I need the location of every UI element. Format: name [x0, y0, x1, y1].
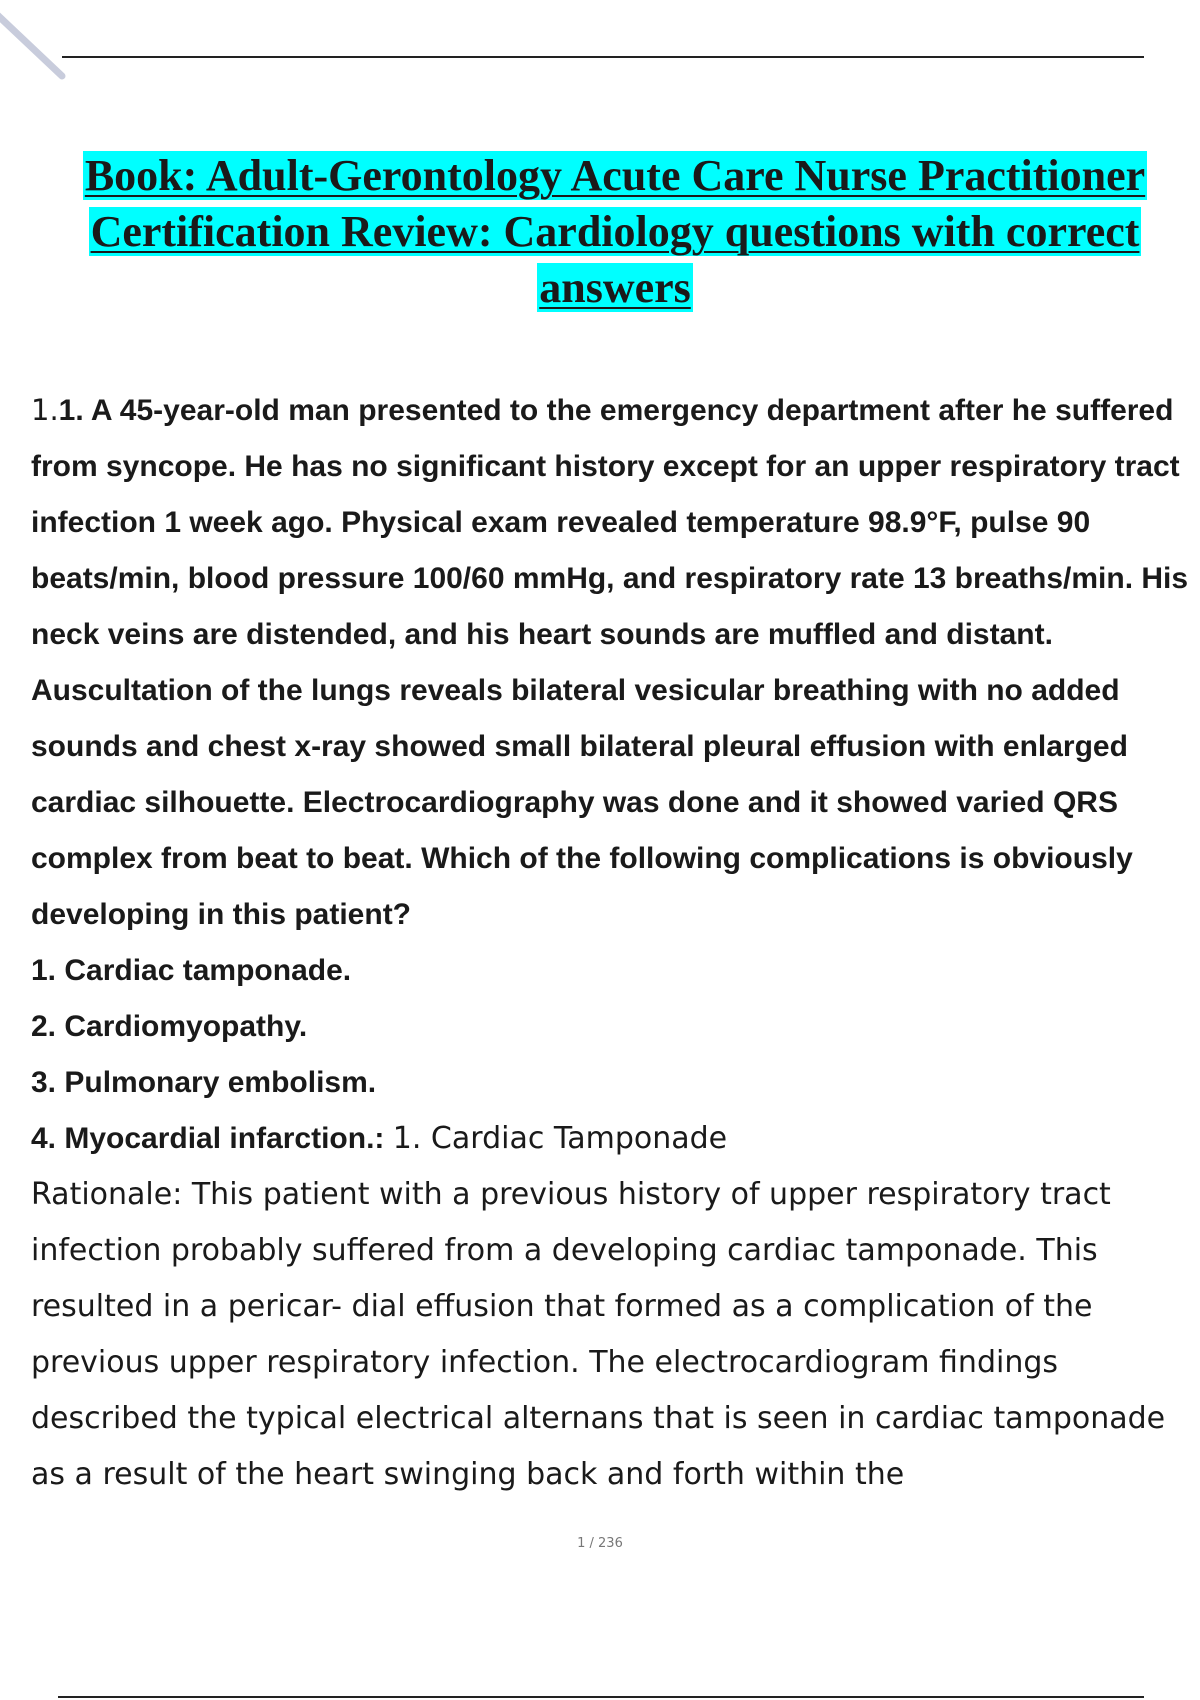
answer-option-4-line [31, 1111, 1196, 1167]
title-line-1: Book: Adult-Gerontology Acute Care Nurse Practitioner [84, 151, 1146, 200]
answer-option-1: 1. Cardiac tamponade. [31, 954, 352, 987]
page-indicator: 1 / 236 [577, 1536, 623, 1551]
answer-option-2: 2. Cardiomyopathy. [31, 1010, 308, 1043]
title-line-3: answers [539, 263, 691, 312]
footer-rule [58, 1696, 1144, 1698]
question-number: 1. [31, 393, 59, 427]
title-line-2: Certification Review: Cardiology questions with correct [90, 207, 1140, 256]
page-curl-decoration [0, 0, 80, 80]
rationale-text: Rationale: This patient with a previous history of upper respiratory tract infection probably suffered from a developing cardiac tamponade. This resulted in a pericar- dial effusion that formed as a complication of the previous upper respiratory infection. The electrocardiogram findings described the typical electrical alternans that is seen in cardiac tamponade as a result of the heart swinging back and forth within the [31, 1177, 1166, 1492]
question-stem-paragraph [31, 382, 1196, 943]
correct-answer: 1. Cardiac Tamponade [392, 1121, 728, 1156]
question-stem: 1. A 45-year-old man presented to the emergency department after he suffered from syncope. He has no significant history except for an upper respiratory tract infection 1 week ago. Physical exam revealed temperature 98.9°F, pulse 90 beats/min, blood pressure 100/60 mmHg, and respiratory rate 13 breaths/min. His neck veins are distended, and his heart sounds are muffled and distant. Auscultation of the lungs reveals bilateral vesicular breathing with no added sounds and chest x-ray showed small bilateral pleural effusion with enlarged cardiac silhouette. Electrocardiography was done and it showed varied QRS complex from beat to beat. Which of the following complications is obviously developing in this patient? [31, 394, 1189, 931]
question-block [31, 382, 1196, 1503]
document-title [30, 148, 1200, 316]
answer-option-4: 4. Myocardial infarction.: [31, 1122, 385, 1155]
header-rule [62, 56, 1144, 58]
answer-option-3: 3. Pulmonary embolism. [31, 1066, 377, 1099]
